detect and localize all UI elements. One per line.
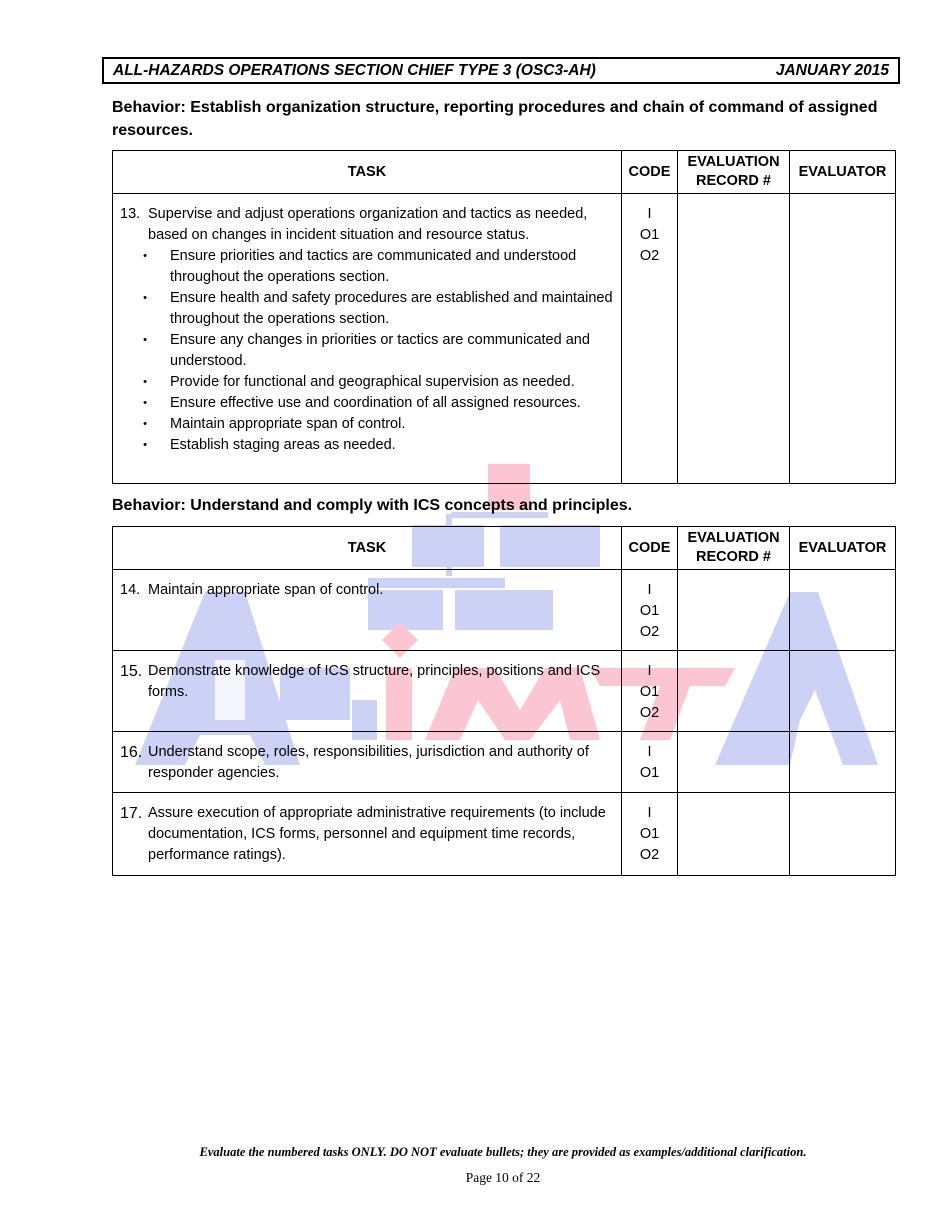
code-value: O2 [639, 624, 660, 640]
behavior-heading-organization: Behavior: Establish organization structure, reporting procedures and chain of command of assigned resources. [112, 99, 878, 139]
behavior-heading-ics: Behavior: Understand and comply with ICS concepts and principles. [112, 497, 633, 514]
task-bullet: • Ensure priorities and tactics are communicated and understood throughout the operations section. [120, 246, 615, 288]
task-cell [113, 194, 622, 484]
table-header-row [113, 527, 896, 570]
task-cell [113, 651, 622, 732]
code-value: O1 [639, 826, 660, 842]
code-value: O1 [639, 684, 660, 700]
task-cell [113, 793, 622, 876]
document-date: JANUARY 2015 [775, 61, 889, 79]
task-row [113, 732, 896, 793]
evaluation-record-cell[interactable] [678, 194, 790, 484]
task-cell [113, 732, 622, 793]
table-header-row [113, 151, 896, 194]
task-table-organization [112, 150, 896, 484]
task-row [113, 194, 896, 484]
document-header [102, 57, 900, 84]
bullet-icon: • [143, 250, 147, 262]
task-cell [113, 570, 622, 651]
code-value: I [647, 805, 652, 821]
task-text: Maintain appropriate span of control. [148, 582, 384, 598]
column-header-task: TASK [113, 151, 622, 194]
evaluator-cell[interactable] [790, 651, 896, 732]
task-bullet: • Ensure health and safety procedures are established and maintained throughout the operations section. [120, 288, 615, 330]
code-value: O2 [639, 248, 660, 264]
bullet-icon: • [143, 376, 147, 388]
column-header-code: CODE [622, 151, 678, 194]
task-text: Supervise and adjust operations organization and tactics as needed, based on changes in incident situation and resource status. [148, 206, 588, 243]
code-value: O2 [639, 847, 660, 863]
evaluator-cell[interactable] [790, 793, 896, 876]
task-text: Assure execution of appropriate administrative requirements (to include documentation, ICS forms, personnel and equipment time records, performance ratings). [148, 805, 606, 863]
code-cell [622, 793, 678, 876]
task-number: 16. [120, 744, 143, 761]
evaluator-cell[interactable] [790, 194, 896, 484]
evaluator-cell[interactable] [790, 732, 896, 793]
task-number: 17. [120, 805, 143, 822]
task-number: 13. [120, 206, 141, 222]
column-header-evaluation-record: EVALUATION RECORD # [678, 527, 790, 570]
code-cell [622, 732, 678, 793]
code-value: O1 [639, 227, 660, 243]
code-cell [622, 570, 678, 651]
column-header-evaluation-record: EVALUATION RECORD # [678, 151, 790, 194]
task-table-ics [112, 526, 896, 876]
evaluator-cell[interactable] [790, 570, 896, 651]
evaluation-record-cell[interactable] [678, 651, 790, 732]
column-header-code: CODE [622, 527, 678, 570]
column-header-task: TASK [113, 527, 622, 570]
code-value: I [647, 663, 652, 679]
page-number: Page 10 of 22 [465, 1170, 541, 1185]
bullet-icon: • [143, 334, 147, 346]
column-header-evaluator: EVALUATOR [790, 151, 896, 194]
task-text: Understand scope, roles, responsibilities, jurisdiction and authority of responder agencies. [148, 744, 589, 781]
task-row [113, 793, 896, 876]
footer-note: Evaluate the numbered tasks ONLY. DO NOT evaluate bullets; they are provided as examples/additional clarification. [199, 1145, 807, 1159]
task-row [113, 570, 896, 651]
task-bullet: • Ensure effective use and coordination of all assigned resources. [120, 393, 615, 414]
bullet-icon: • [143, 292, 147, 304]
code-value: O1 [639, 765, 660, 781]
code-value: O1 [639, 603, 660, 619]
code-value: I [647, 582, 652, 598]
task-row [113, 651, 896, 732]
evaluation-record-cell[interactable] [678, 570, 790, 651]
code-value: O2 [639, 705, 660, 721]
bullet-icon: • [143, 439, 147, 451]
code-cell [622, 194, 678, 484]
evaluation-record-cell[interactable] [678, 732, 790, 793]
code-value: I [647, 744, 652, 760]
task-text: Demonstrate knowledge of ICS structure, principles, positions and ICS forms. [148, 663, 601, 700]
task-number: 14. [120, 582, 141, 598]
task-bullet-list [120, 246, 615, 456]
task-bullet: • Establish staging areas as needed. [120, 435, 615, 456]
column-header-evaluator: EVALUATOR [790, 527, 896, 570]
task-number: 15. [120, 663, 143, 680]
task-bullet: • Maintain appropriate span of control. [120, 414, 615, 435]
code-value: I [647, 206, 652, 222]
task-bullet: • Provide for functional and geographical supervision as needed. [120, 372, 615, 393]
code-cell [622, 651, 678, 732]
document-title: ALL-HAZARDS OPERATIONS SECTION CHIEF TYPE 3 (OSC3-AH) [113, 61, 596, 79]
bullet-icon: • [143, 418, 147, 430]
task-bullet: • Ensure any changes in priorities or tactics are communicated and understood. [120, 330, 615, 372]
bullet-icon: • [143, 397, 147, 409]
evaluation-record-cell[interactable] [678, 793, 790, 876]
